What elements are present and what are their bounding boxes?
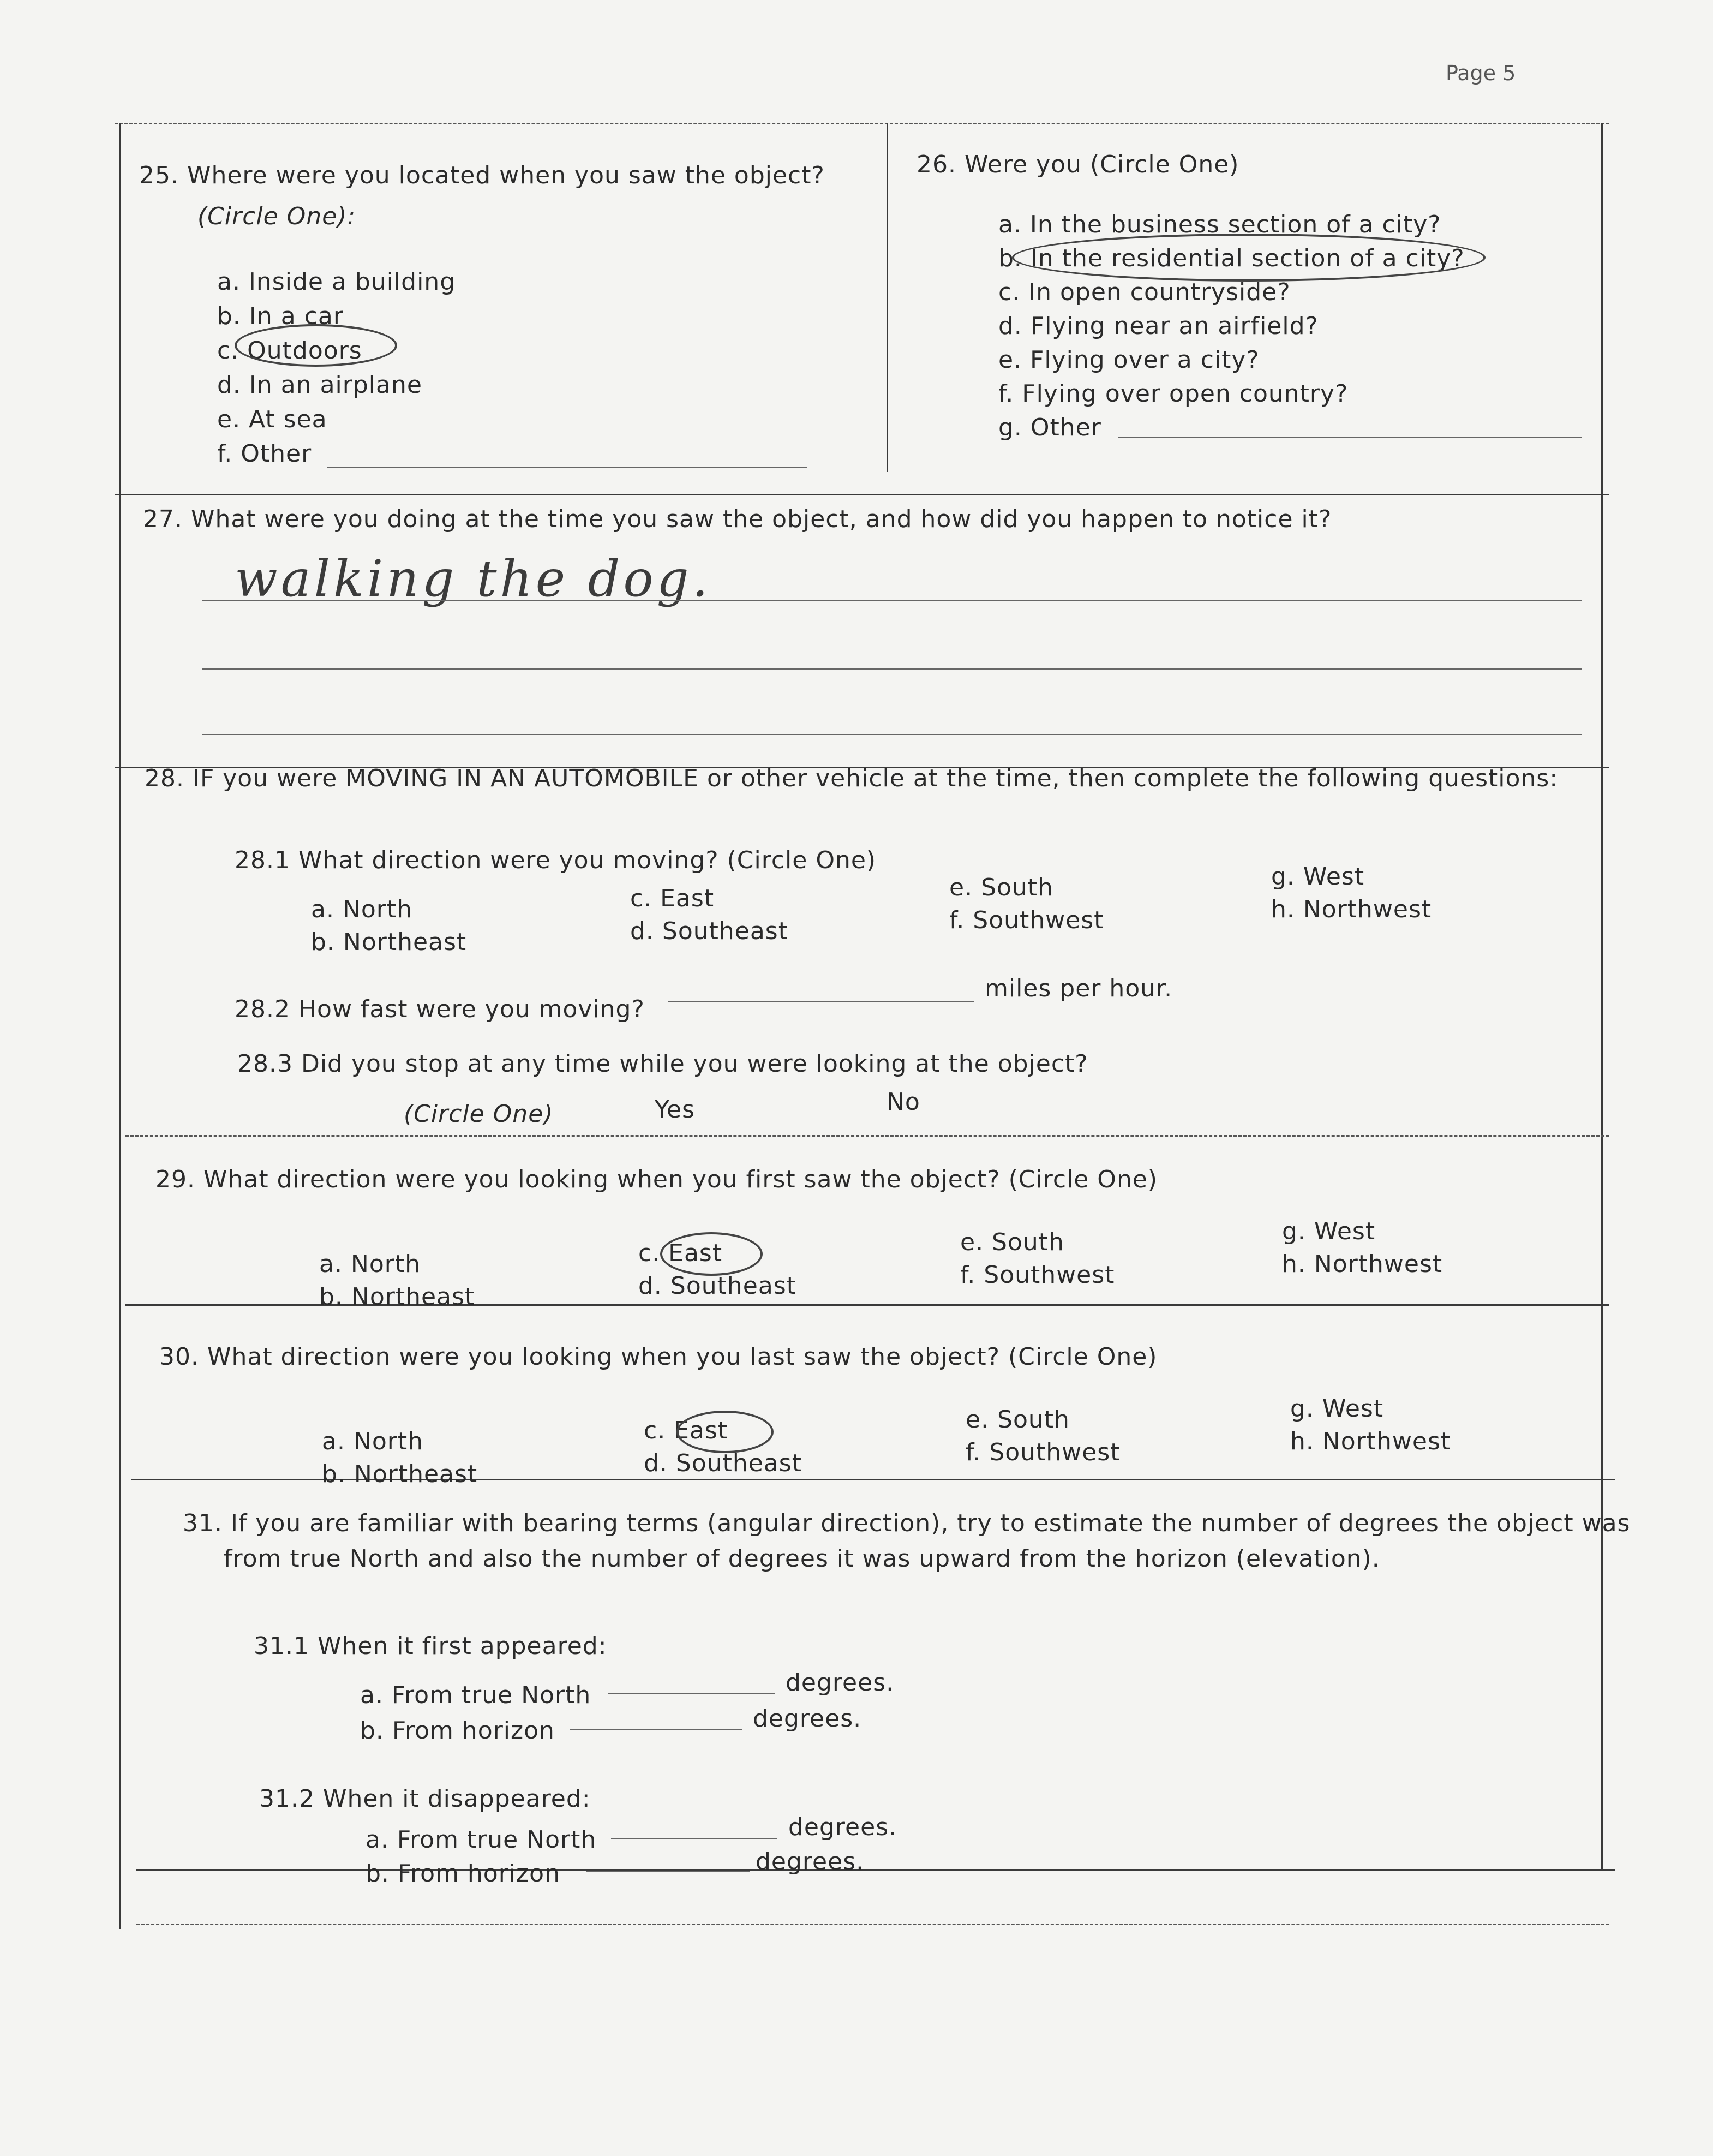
q29-option-g[interactable]: g. West [1282, 1217, 1376, 1245]
q25-instruction: (Circle One): [197, 202, 356, 230]
q30-option-c[interactable]: c. East [644, 1417, 728, 1444]
q25-option-b[interactable]: b. In a car [217, 302, 344, 330]
divider-bottom [136, 1869, 1615, 1871]
q29-option-a[interactable]: a. North [319, 1250, 421, 1278]
q31-question-line-2: from true North and also the number of degrees it was upward from the horizon (elevation). [224, 1545, 1380, 1573]
q31-1-label: 31.1 When it first appeared: [254, 1632, 607, 1660]
q31-2-a-unit: degrees. [788, 1813, 897, 1841]
q29-option-h[interactable]: h. Northwest [1282, 1250, 1443, 1278]
q26-circled-answer-mark [1012, 234, 1486, 282]
q25-option-e[interactable]: e. At sea [217, 405, 327, 433]
q30-option-a[interactable]: a. North [322, 1428, 423, 1455]
q31-1-option-a: a. From true North [360, 1681, 591, 1709]
q25-q26-divider [887, 123, 888, 472]
q30-option-g[interactable]: g. West [1290, 1395, 1384, 1423]
q27-answer-line-1[interactable] [202, 600, 1582, 601]
q25-option-c[interactable]: c. Outdoors [217, 337, 362, 365]
divider-q29 [125, 1135, 1609, 1137]
q31-1-north-fill-line[interactable] [608, 1693, 775, 1694]
q25-question: 25. Where were you located when you saw the object? [139, 162, 825, 189]
q30-circled-answer-mark [676, 1411, 774, 1453]
q28-1-option-b[interactable]: b. Northeast [311, 928, 467, 956]
q30-option-d[interactable]: d. Southeast [644, 1449, 802, 1477]
q28-1-option-g[interactable]: g. West [1271, 863, 1365, 891]
q27-handwritten-answer: walking the dog. [235, 550, 711, 608]
q28-2-speed-fill-line[interactable] [668, 1001, 974, 1002]
q30-option-h[interactable]: h. Northwest [1290, 1428, 1451, 1455]
q28-1-option-d[interactable]: d. Southeast [630, 917, 788, 945]
q26-option-c[interactable]: c. In open countryside? [998, 278, 1291, 306]
q26-option-a[interactable]: a. In the business section of a city? [998, 211, 1441, 238]
q26-option-e[interactable]: e. Flying over a city? [998, 346, 1260, 374]
q29-option-e[interactable]: e. South [960, 1228, 1064, 1256]
q28-1-option-h[interactable]: h. Northwest [1271, 895, 1432, 923]
q31-2-option-a: a. From true North [366, 1826, 597, 1854]
page-number: Page 5 [1446, 61, 1516, 85]
q25-circled-answer-mark [235, 324, 397, 367]
q26-option-d[interactable]: d. Flying near an airfield? [998, 312, 1319, 340]
q25-option-d[interactable]: d. In an airplane [217, 371, 422, 399]
q31-2-north-fill-line[interactable] [611, 1838, 777, 1839]
q29-option-d[interactable]: d. Southeast [638, 1272, 796, 1300]
q26-other-fill-line[interactable] [1118, 437, 1582, 438]
q28-1-question: 28.1 What direction were you moving? (Circle One) [235, 846, 877, 874]
q30-option-f[interactable]: f. Southwest [966, 1438, 1121, 1466]
q28-1-option-c[interactable]: c. East [630, 885, 715, 912]
q29-question: 29. What direction were you looking when you first saw the object? (Circle One) [155, 1166, 1158, 1193]
q31-2-horizon-fill-line[interactable] [586, 1871, 750, 1872]
q30-option-b[interactable]: b. Northeast [322, 1460, 478, 1488]
q27-answer-line-3[interactable] [202, 734, 1582, 735]
q28-3-question: 28.3 Did you stop at any time while you were looking at the object? [237, 1050, 1088, 1078]
q27-answer-line-2[interactable] [202, 668, 1582, 670]
q30-question: 30. What direction were you looking when you last saw the object? (Circle One) [159, 1343, 1158, 1371]
divider-q27 [115, 494, 1609, 495]
q31-2-b-unit: degrees. [756, 1848, 865, 1876]
q29-option-b[interactable]: b. Northeast [319, 1283, 475, 1311]
q31-1-b-unit: degrees. [753, 1705, 862, 1733]
q28-3-option-no[interactable]: No [887, 1088, 920, 1116]
q28-question: 28. IF you were MOVING IN AN AUTOMOBILE or other vehicle at the time, then complete the following questions: [145, 765, 1559, 792]
q28-3-option-yes[interactable]: Yes [655, 1096, 696, 1124]
q30-option-e[interactable]: e. South [966, 1406, 1070, 1434]
q28-1-option-a[interactable]: a. North [311, 895, 412, 923]
q31-1-option-b: b. From horizon [360, 1717, 555, 1745]
q28-2-unit: miles per hour. [985, 975, 1173, 1002]
q31-1-a-unit: degrees. [786, 1669, 895, 1697]
q25-option-a[interactable]: a. Inside a building [217, 268, 456, 296]
frame-bottom-line [136, 1924, 1609, 1925]
q29-option-f[interactable]: f. Southwest [960, 1261, 1115, 1289]
q31-question-line-1: 31. If you are familiar with bearing terms (angular direction), try to estimate the number of degrees the object was [183, 1509, 1631, 1537]
q29-option-c[interactable]: c. East [638, 1239, 723, 1267]
q31-2-label: 31.2 When it disappeared: [259, 1785, 591, 1813]
q28-1-option-f[interactable]: f. Southwest [949, 906, 1104, 934]
q26-question: 26. Were you (Circle One) [917, 151, 1239, 178]
frame-right-line [1601, 123, 1603, 1869]
q25-option-f[interactable]: f. Other [217, 440, 312, 468]
q27-question: 27. What were you doing at the time you saw the object, and how did you happen to notice it? [143, 505, 1332, 533]
q25-other-fill-line[interactable] [327, 467, 807, 468]
q29-circled-answer-mark [660, 1232, 763, 1276]
q31-2-option-b: b. From horizon [366, 1860, 560, 1888]
q26-option-b[interactable]: b. In the residential section of a city? [998, 244, 1465, 272]
frame-top-line [115, 123, 1609, 124]
q28-2-question: 28.2 How fast were you moving? [235, 995, 645, 1023]
q26-option-g[interactable]: g. Other [998, 414, 1101, 441]
q28-1-option-e[interactable]: e. South [949, 874, 1053, 901]
frame-left-line [119, 123, 121, 1929]
q26-option-f[interactable]: f. Flying over open country? [998, 380, 1349, 408]
q31-1-horizon-fill-line[interactable] [570, 1729, 742, 1730]
q28-3-instruction: (Circle One) [404, 1100, 554, 1128]
